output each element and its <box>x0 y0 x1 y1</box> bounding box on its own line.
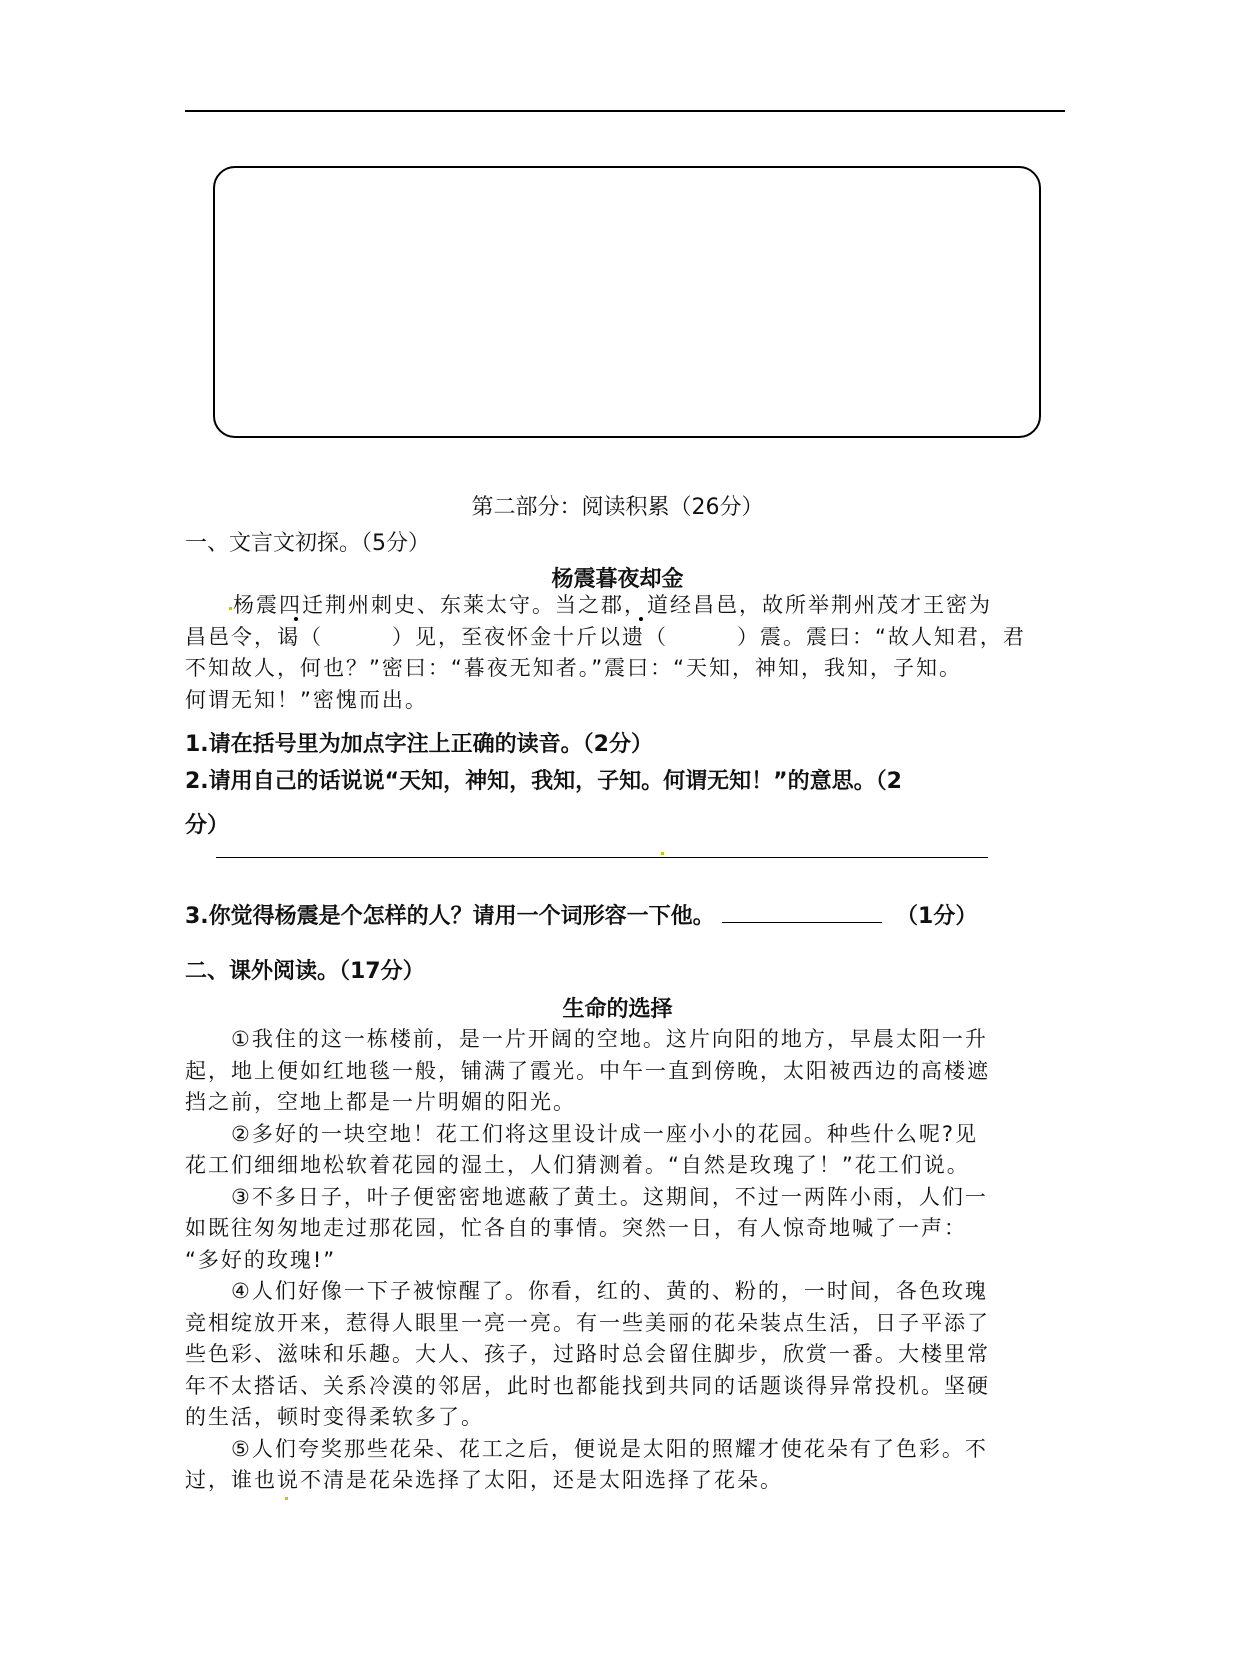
answer-line[interactable] <box>216 857 988 858</box>
passage-line: 何谓无知！”密愧而出。 <box>185 687 428 712</box>
passage-line: ②多好的一块空地！花工们将这里设计成一座小小的花园。种些什么呢?见 <box>231 1121 978 1146</box>
passage-line: ①我住的这一栋楼前，是一片开阔的空地。这片向阳的地方，早晨太阳一升 <box>231 1027 988 1051</box>
mark <box>229 607 232 610</box>
passage-line: “多好的玫瑰!” <box>185 1247 337 1272</box>
emphasis-dot <box>639 617 643 621</box>
section1-title: 杨震暮夜却金 <box>551 567 684 592</box>
passage-line: ⑤人们夸奖那些花朵、花工之后，便说是太阳的照耀才使花朵有了色彩。不 <box>231 1436 988 1461</box>
answer-box[interactable] <box>213 166 1041 438</box>
question-3-text: 3.你觉得杨震是个怎样的人？请用一个词形容一下他。 <box>185 904 715 929</box>
header-rule <box>185 110 1065 112</box>
passage-line: ④人们好像一下子被惊醒了。你看，红的、黄的、粉的，一时间，各色玫瑰 <box>231 1279 988 1303</box>
section2-heading: 二、课外阅读。（17分） <box>185 959 425 984</box>
passage-line: 起，地上便如红地毯一般，铺满了霞光。中午一直到傍晚，太阳被西边的高楼遮 <box>185 1058 990 1083</box>
passage-line: 竞相绽放开来，惹得人眼里一亮一亮。有一些美丽的花朵装点生活，日子平添了 <box>185 1310 990 1335</box>
emphasis-dot <box>294 617 298 621</box>
mark <box>661 852 664 855</box>
section2-title: 生命的选择 <box>562 997 673 1022</box>
modern-passage <box>185 1024 990 1497</box>
question-2-line1: 2.请用自己的话说说“天知，神知，我知，子知。何谓无知！”的意思。（2 <box>185 769 902 794</box>
question-2-line2: 分） <box>185 813 230 838</box>
passage-line: 年不太搭话、关系冷漠的邻居，此时也都能找到共同的话题谈得异常投机。坚硬 <box>185 1373 990 1398</box>
mark <box>285 1497 288 1500</box>
passage-line: 昌邑令，谒（ ）见，至夜怀金十斤以遗（ ）震。震曰：“故人知君，君 <box>185 624 1026 649</box>
question-3 <box>185 899 977 930</box>
passage-line: ③不多日子，叶子便密密地遮蔽了黄土。这期间，不过一两阵小雨，人们一 <box>231 1184 988 1209</box>
answer-blank[interactable] <box>722 904 882 923</box>
question-3-score: （1分） <box>896 904 978 929</box>
passage-line: 如既往匆匆地走过那花园，忙各自的事情。突然一日，有人惊奇地喊了一声： <box>185 1216 967 1240</box>
passage-line: 过，谁也说不清是花朵选择了太阳，还是太阳选择了花朵。 <box>185 1468 783 1492</box>
classical-passage <box>185 590 1026 716</box>
section1-heading: 一、文言文初探。（5分） <box>185 531 430 556</box>
part2-title: 第二部分：阅读积累（26分） <box>471 495 764 520</box>
passage-line: 不知故人，何也？”密曰：“暮夜无知者。”震曰：“天知，神知，我知，子知。 <box>185 656 963 680</box>
question-1: 1.请在括号里为加点字注上正确的读音。（2分） <box>185 732 653 757</box>
passage-line: 杨震四迁荆州刺史、东莱太守。当之郡，道经昌邑，故所举荆州茂才王密为 <box>233 593 992 617</box>
passage-line: 些色彩、滋味和乐趣。大人、孩子，过路时总会留住脚步，欣赏一番。大楼里常 <box>185 1342 990 1366</box>
passage-line: 挡之前，空地上都是一片明媚的阳光。 <box>185 1090 576 1114</box>
passage-line: 的生活，顿时变得柔软多了。 <box>185 1405 484 1429</box>
passage-line: 花工们细细地松软着花园的湿土，人们猜测着。“自然是玫瑰了！”花工们说。 <box>185 1153 970 1177</box>
